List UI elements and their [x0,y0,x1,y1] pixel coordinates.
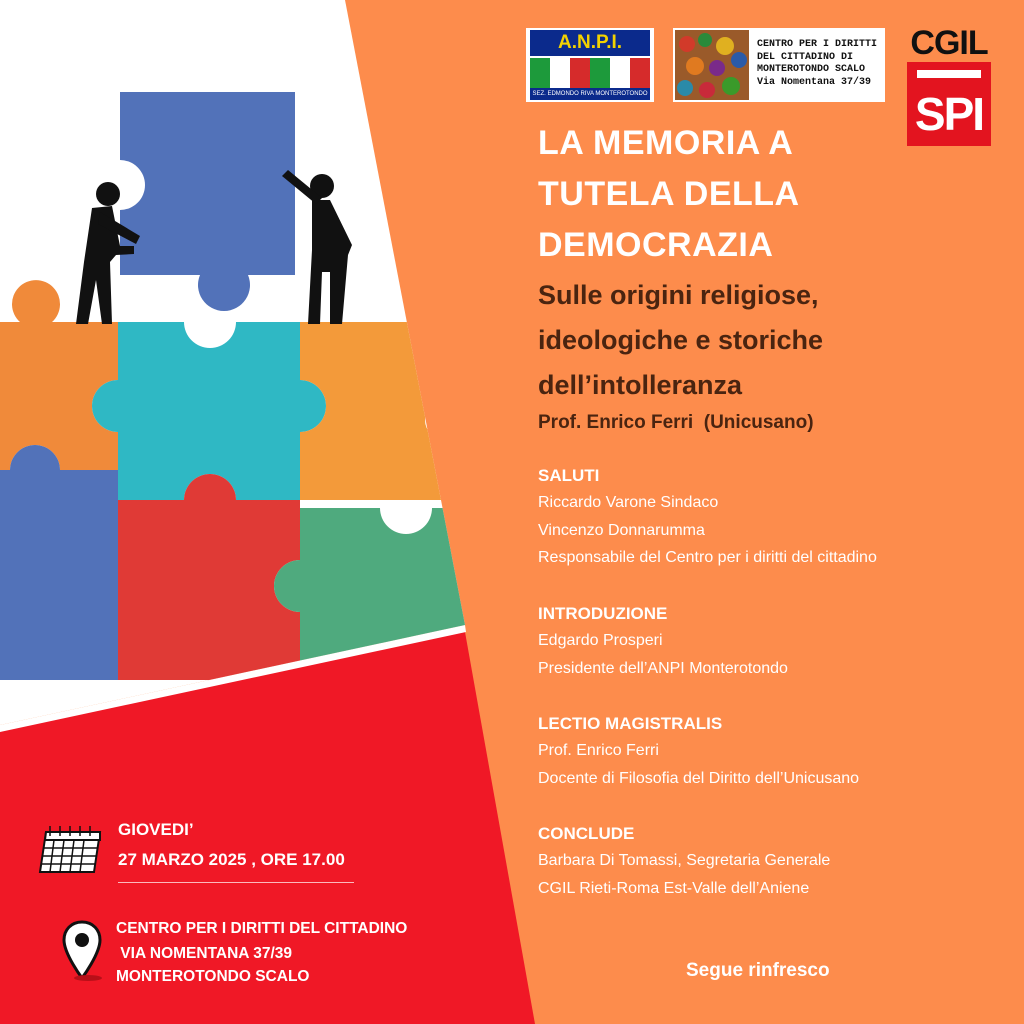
location-pin-icon [62,920,102,982]
section-introduzione [538,600,1008,682]
puzzle-piece-green [274,508,470,680]
place-line: CENTRO PER I DIRITTI DEL CITTADINO [116,920,408,937]
event-title: LA MEMORIA A TUTELA DELLA DEMOCRAZIA [538,124,800,264]
place-line: MONTEROTONDO SCALO [116,968,310,985]
section-line: Responsabile del Centro per i diritti del cittadino [538,549,877,566]
calendar-icon [38,822,104,876]
puzzle-piece-blue-left [0,445,118,680]
section-heading: CONCLUDE [538,824,635,843]
spi-bar [917,70,981,78]
section-line: Barbara Di Tomassi, Segretaria Generale [538,852,831,869]
speaker-name: Prof. Enrico Ferri (Unicusano) [538,412,814,433]
place-line: VIA NOMENTANA 37/39 [116,945,292,962]
spi-box [907,62,991,146]
refreshment-note: Segue rinfresco [686,960,830,981]
figure-left [76,182,140,324]
puzzle-piece-red [118,474,300,680]
centro-logo-text: CENTRO PER I DIRITTI DEL CITTADINO DI MONTEROTONDO SCALO Via Nomentana 37/39 [757,39,878,88]
italian-flag-icon [530,58,650,88]
anpi-logo-sub: SEZ. EDMONDO RIVA MONTEROTONDO [530,88,650,100]
section-line: Vincenzo Donnarumma [538,521,705,539]
puzzle-piece-cyan [92,322,326,500]
section-line: Prof. Enrico Ferri [538,742,659,759]
anpi-logo [526,28,654,102]
spi-logo-text: SPI [914,88,984,140]
event-day: GIOVEDI’ [118,820,194,839]
date-divider [118,882,354,883]
section-heading: INTRODUZIONE [538,604,668,623]
cgil-logo-text: CGIL [910,24,988,62]
section-line: Presidente dell’ANPI Monterotondo [538,659,788,677]
anpi-logo-name: A.N.P.I. [530,30,650,56]
section-line: CGIL Rieti-Roma Est-Valle dell’Aniene [538,879,810,897]
puzzle-piece-blue-top [120,92,295,311]
section-heading: LECTIO MAGISTRALIS [538,714,723,733]
cgil-spi-logo [905,26,993,146]
people-mosaic-icon [675,30,749,100]
section-lectio [538,710,1008,792]
section-line: Docente di Filosofia del Diritto dell’Unicusano [538,769,860,787]
event-datetime: 27 MARZO 2025 , ORE 17.00 [118,850,345,869]
section-conclude [538,820,1008,902]
section-line: Edgardo Prosperi [538,632,663,649]
puzzle-illustration [0,0,480,700]
event-subtitle: Sulle origini religiose, ideologiche e storiche dell’intolleranza [538,280,824,400]
centro-logo [673,28,885,102]
section-line: Riccardo Varone Sindaco [538,494,719,511]
section-heading: SALUTI [538,466,600,485]
section-saluti [538,462,1008,572]
